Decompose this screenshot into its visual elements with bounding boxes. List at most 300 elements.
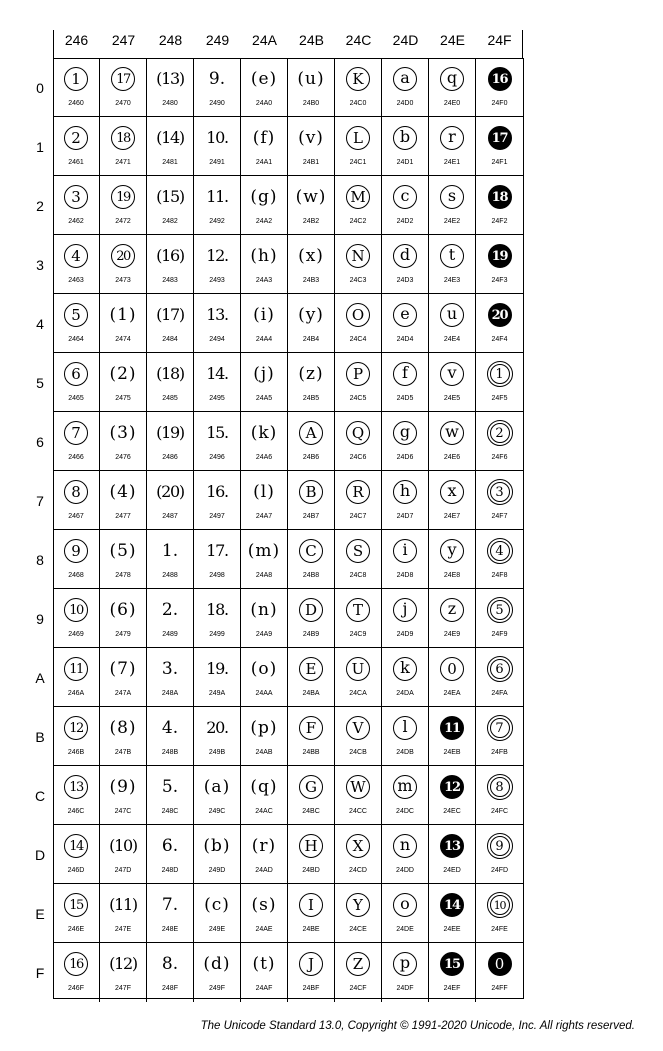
chart-cell (382, 530, 429, 589)
glyph (241, 125, 287, 151)
header-rule (53, 30, 54, 58)
glyph-shape: r (440, 126, 464, 150)
chart-cell (53, 825, 100, 884)
glyph (288, 184, 334, 210)
glyph (147, 125, 193, 151)
code-point-label: 24A6 (255, 454, 273, 461)
glyph-shape: (k) (250, 422, 278, 443)
code-point-label: 2474 (115, 336, 131, 343)
glyph (476, 892, 523, 918)
glyph-shape: (a) (203, 776, 231, 797)
chart-cell (194, 589, 241, 648)
chart-cell (288, 589, 335, 648)
code-point-label: 24EC (443, 808, 461, 815)
chart-cell (288, 766, 335, 825)
row-label: 2 (36, 198, 44, 214)
code-point-label: 2465 (68, 395, 84, 402)
glyph (382, 951, 428, 977)
glyph-shape: A (299, 421, 323, 445)
glyph (147, 833, 193, 859)
code-point-label: 24A9 (255, 631, 273, 638)
chart-cell (429, 294, 476, 353)
code-point-label: 2467 (68, 513, 84, 520)
chart-cell (335, 648, 382, 707)
glyph-shape: o (393, 893, 417, 917)
glyph (194, 656, 240, 682)
code-point-label: 24D1 (396, 159, 414, 166)
chart-cell (241, 412, 288, 471)
chart-cell (241, 943, 288, 1002)
chart-cell (147, 412, 194, 471)
glyph (241, 420, 287, 446)
code-point-label: 24D3 (396, 277, 414, 284)
code-point-label: 24BD (302, 867, 320, 874)
copyright-footer: The Unicode Standard 13.0, Copyright © 1991-2020 Unicode, Inc. All rights reserved. (200, 1020, 635, 1032)
glyph-shape: (9) (109, 776, 137, 797)
glyph-shape: (n) (250, 599, 278, 620)
code-point-label: 24B2 (302, 218, 320, 225)
chart-cell (288, 884, 335, 943)
glyph (288, 420, 334, 446)
chart-cell (53, 353, 100, 412)
glyph-shape: 8. (161, 953, 179, 974)
glyph (53, 833, 99, 859)
column-header: 24D (392, 32, 419, 48)
glyph-shape: (20) (156, 482, 184, 501)
chart-cell (288, 471, 335, 530)
glyph (429, 538, 475, 564)
code-point-label: 24A4 (255, 336, 273, 343)
glyph-shape: N (346, 244, 370, 268)
chart-cell (147, 648, 194, 707)
glyph (288, 774, 334, 800)
chart-cell (194, 825, 241, 884)
code-point-label: 24D2 (396, 218, 414, 225)
glyph-shape: 4 (64, 244, 88, 268)
chart-cell (335, 707, 382, 766)
chart-cell (429, 943, 476, 1002)
chart-cell (429, 825, 476, 884)
code-point-label: 2480 (162, 100, 178, 107)
code-point-label: 2497 (209, 513, 225, 520)
glyph-shape: 17 (111, 67, 135, 91)
glyph-shape: i (393, 539, 417, 563)
glyph (241, 184, 287, 210)
chart-cell (429, 648, 476, 707)
glyph (335, 184, 381, 210)
glyph-shape: a (393, 67, 417, 91)
code-point-label: 249D (208, 867, 226, 874)
code-point-label: 2475 (115, 395, 131, 402)
chart-cell (288, 353, 335, 412)
glyph-shape: 6 (64, 362, 88, 386)
glyph (147, 302, 193, 328)
chart-cell (335, 58, 382, 117)
glyph (241, 892, 287, 918)
glyph (476, 479, 523, 505)
code-point-label: 24FF (491, 985, 508, 992)
chart-cell (147, 353, 194, 412)
code-point-label: 246C (67, 808, 85, 815)
chart-cell (53, 884, 100, 943)
code-point-label: 2464 (68, 336, 84, 343)
chart-cell (194, 471, 241, 530)
glyph-shape: 3 (64, 185, 88, 209)
chart-cell (147, 58, 194, 117)
chart-cell (194, 176, 241, 235)
code-point-label: 2463 (68, 277, 84, 284)
chart-cell (241, 589, 288, 648)
glyph (429, 184, 475, 210)
glyph (194, 479, 240, 505)
code-point-label: 24CA (349, 690, 367, 697)
chart-cell (335, 471, 382, 530)
row-label: C (34, 788, 46, 804)
glyph-shape: T (346, 598, 370, 622)
chart-cell (335, 412, 382, 471)
glyph (429, 892, 475, 918)
code-point-label: 2484 (162, 336, 178, 343)
code-point-label: 24B9 (302, 631, 320, 638)
code-point-label: 24A0 (255, 100, 273, 107)
glyph (53, 656, 99, 682)
glyph-shape: V (346, 716, 370, 740)
glyph-shape: c (393, 185, 417, 209)
chart-cell (147, 176, 194, 235)
glyph-shape: q (440, 67, 464, 91)
glyph-shape: 9 (487, 833, 513, 859)
glyph-shape: p (393, 952, 417, 976)
code-point-label: 2470 (115, 100, 131, 107)
glyph (53, 184, 99, 210)
code-point-label: 24A3 (255, 277, 273, 284)
glyph-shape: (m) (247, 540, 281, 561)
glyph (241, 715, 287, 741)
chart-cell (194, 117, 241, 176)
code-point-label: 24C6 (349, 454, 367, 461)
chart-cell (53, 943, 100, 1002)
row-label: A (35, 670, 45, 686)
chart-cell (382, 353, 429, 412)
chart-cell (335, 294, 382, 353)
chart-cell (53, 176, 100, 235)
code-point-label: 24F7 (491, 513, 508, 520)
glyph (288, 715, 334, 741)
code-point-label: 24F9 (491, 631, 508, 638)
glyph (100, 184, 146, 210)
chart-cell (476, 294, 523, 353)
glyph-shape: 15. (206, 423, 228, 442)
chart-cell (335, 235, 382, 294)
chart-cell (100, 943, 147, 1002)
chart-cell (476, 825, 523, 884)
glyph-shape: (c) (204, 894, 230, 915)
code-point-label: 2473 (115, 277, 131, 284)
code-point-label: 24E9 (443, 631, 461, 638)
code-point-label: 2487 (162, 513, 178, 520)
glyph-shape: (10) (109, 836, 137, 855)
code-point-label: 24F0 (491, 100, 508, 107)
code-point-label: 24D7 (396, 513, 414, 520)
glyph-shape: d (393, 244, 417, 268)
glyph (429, 774, 475, 800)
code-point-label: 24E1 (443, 159, 461, 166)
glyph (382, 774, 428, 800)
glyph-shape: O (346, 303, 370, 327)
glyph-shape: 19 (111, 185, 135, 209)
chart-cell (100, 235, 147, 294)
glyph (194, 420, 240, 446)
code-point-label: 248A (161, 690, 179, 697)
code-point-label: 2471 (115, 159, 131, 166)
chart-cell (382, 589, 429, 648)
chart-cell (429, 589, 476, 648)
code-point-label: 24C9 (349, 631, 367, 638)
chart-cell (241, 117, 288, 176)
glyph-shape: W (346, 775, 370, 799)
chart-cell (100, 353, 147, 412)
glyph (476, 774, 523, 800)
glyph (100, 66, 146, 92)
glyph (194, 597, 240, 623)
glyph-shape: 16. (206, 482, 228, 501)
code-point-label: 24C2 (349, 218, 367, 225)
glyph-shape: 12 (440, 775, 464, 799)
glyph (429, 656, 475, 682)
glyph (194, 538, 240, 564)
chart-grid (53, 58, 524, 999)
glyph (335, 715, 381, 741)
glyph (476, 361, 523, 387)
chart-cell (100, 58, 147, 117)
chart-cell (288, 648, 335, 707)
chart-cell (335, 176, 382, 235)
glyph (194, 361, 240, 387)
code-point-label: 24AF (255, 985, 273, 992)
glyph (429, 833, 475, 859)
glyph (288, 656, 334, 682)
glyph-shape: G (299, 775, 323, 799)
glyph (241, 302, 287, 328)
code-point-label: 24EB (443, 749, 461, 756)
glyph-shape: (e) (250, 68, 278, 89)
glyph (53, 597, 99, 623)
chart-cell (382, 294, 429, 353)
glyph-shape: (13) (156, 69, 184, 88)
column-header: 24B (299, 32, 324, 48)
glyph-shape: S (346, 539, 370, 563)
glyph (100, 833, 146, 859)
code-point-label: 24B5 (302, 395, 320, 402)
glyph-shape: 0 (488, 952, 512, 976)
glyph (382, 125, 428, 151)
column-header: 24F (487, 32, 512, 48)
code-point-label: 24C1 (349, 159, 367, 166)
code-point-label: 2460 (68, 100, 84, 107)
code-point-label: 24E3 (443, 277, 461, 284)
glyph-shape: 14 (64, 834, 88, 858)
chart-cell (194, 766, 241, 825)
glyph (476, 302, 523, 328)
glyph-shape: (4) (109, 481, 137, 502)
glyph-shape: E (299, 657, 323, 681)
chart-cell (100, 412, 147, 471)
glyph (147, 538, 193, 564)
glyph-shape: M (346, 185, 370, 209)
chart-cell (429, 353, 476, 412)
glyph-shape: (s) (251, 894, 277, 915)
code-point-label: 24C4 (349, 336, 367, 343)
glyph (476, 597, 523, 623)
glyph (194, 125, 240, 151)
code-point-label: 24B7 (302, 513, 320, 520)
chart-cell (335, 766, 382, 825)
chart-cell (100, 117, 147, 176)
code-point-label: 249E (208, 926, 226, 933)
code-point-label: 24A8 (255, 572, 273, 579)
glyph (53, 302, 99, 328)
glyph-shape: f (393, 362, 417, 386)
glyph-shape: (w) (295, 186, 327, 207)
code-point-label: 247D (114, 867, 132, 874)
glyph (194, 302, 240, 328)
chart-cell (382, 176, 429, 235)
chart-cell (53, 707, 100, 766)
glyph-shape: 17 (488, 126, 512, 150)
glyph (335, 774, 381, 800)
chart-cell (194, 530, 241, 589)
glyph-shape: 1 (64, 67, 88, 91)
glyph-shape: K (346, 67, 370, 91)
chart-cell (147, 235, 194, 294)
chart-cell (241, 471, 288, 530)
code-point-label: 24E6 (443, 454, 461, 461)
glyph (429, 66, 475, 92)
glyph (335, 597, 381, 623)
glyph-shape: 3 (487, 479, 513, 505)
chart-cell (53, 58, 100, 117)
glyph-shape: 4. (161, 717, 179, 738)
glyph (241, 951, 287, 977)
code-point-label: 24AC (255, 808, 273, 815)
glyph-shape: 2 (487, 420, 513, 446)
glyph-shape: g (393, 421, 417, 445)
chart-cell (476, 589, 523, 648)
chart-cell (382, 825, 429, 884)
glyph-shape: 12 (64, 716, 88, 740)
glyph-shape: (17) (156, 305, 184, 324)
code-point-label: 24DE (396, 926, 414, 933)
glyph-shape: (q) (250, 776, 278, 797)
chart-cell (53, 117, 100, 176)
chart-cell (335, 825, 382, 884)
glyph (241, 656, 287, 682)
glyph-shape: J (299, 952, 323, 976)
code-point-label: 249F (209, 985, 225, 992)
glyph-shape: 3. (161, 658, 179, 679)
glyph (476, 125, 523, 151)
glyph-shape: (b) (203, 835, 231, 856)
code-point-label: 2476 (115, 454, 131, 461)
code-point-label: 24EE (443, 926, 461, 933)
glyph (429, 597, 475, 623)
glyph (429, 715, 475, 741)
glyph-shape: (i) (253, 304, 275, 325)
code-point-label: 2479 (115, 631, 131, 638)
code-point-label: 246B (67, 749, 85, 756)
glyph (476, 715, 523, 741)
glyph-shape: 12. (206, 246, 228, 265)
code-point-label: 2472 (115, 218, 131, 225)
glyph (335, 302, 381, 328)
code-point-label: 2469 (68, 631, 84, 638)
code-point-label: 24F8 (491, 572, 508, 579)
column-header: 247 (111, 32, 136, 48)
glyph-shape: 17. (206, 541, 228, 560)
code-point-label: 2466 (68, 454, 84, 461)
glyph (100, 479, 146, 505)
chart-cell (288, 707, 335, 766)
glyph-shape: (t) (252, 953, 276, 974)
glyph (429, 951, 475, 977)
chart-cell (476, 884, 523, 943)
glyph (476, 656, 523, 682)
row-label: F (35, 965, 45, 981)
glyph (194, 715, 240, 741)
code-point-label: 24E7 (443, 513, 461, 520)
glyph-shape: v (440, 362, 464, 386)
glyph-shape: P (346, 362, 370, 386)
glyph (382, 361, 428, 387)
glyph-shape: I (299, 893, 323, 917)
glyph (53, 774, 99, 800)
glyph (382, 302, 428, 328)
glyph (382, 833, 428, 859)
glyph (476, 420, 523, 446)
glyph-shape: 1 (487, 361, 513, 387)
chart-cell (476, 353, 523, 412)
glyph-shape: 8 (64, 480, 88, 504)
chart-cell (241, 766, 288, 825)
code-point-label: 24DC (396, 808, 414, 815)
glyph (100, 243, 146, 269)
code-point-label: 2490 (209, 100, 225, 107)
glyph (382, 892, 428, 918)
code-point-label: 24A2 (255, 218, 273, 225)
glyph (382, 656, 428, 682)
code-point-label: 24CF (349, 985, 367, 992)
glyph (288, 361, 334, 387)
chart-cell (429, 117, 476, 176)
chart-cell (100, 176, 147, 235)
column-header: 24C (345, 32, 372, 48)
glyph (476, 184, 523, 210)
chart-cell (194, 353, 241, 412)
glyph (241, 774, 287, 800)
glyph-shape: m (393, 775, 417, 799)
glyph-shape: R (346, 480, 370, 504)
code-point-label: 24E5 (443, 395, 461, 402)
glyph-shape: B (299, 480, 323, 504)
glyph-shape: (f) (252, 127, 276, 148)
glyph-shape: 5 (487, 597, 513, 623)
glyph-shape: (14) (156, 128, 184, 147)
glyph (100, 774, 146, 800)
chart-cell (476, 766, 523, 825)
code-point-label: 24CD (349, 867, 367, 874)
code-point-label: 24CE (349, 926, 367, 933)
chart-cell (382, 707, 429, 766)
